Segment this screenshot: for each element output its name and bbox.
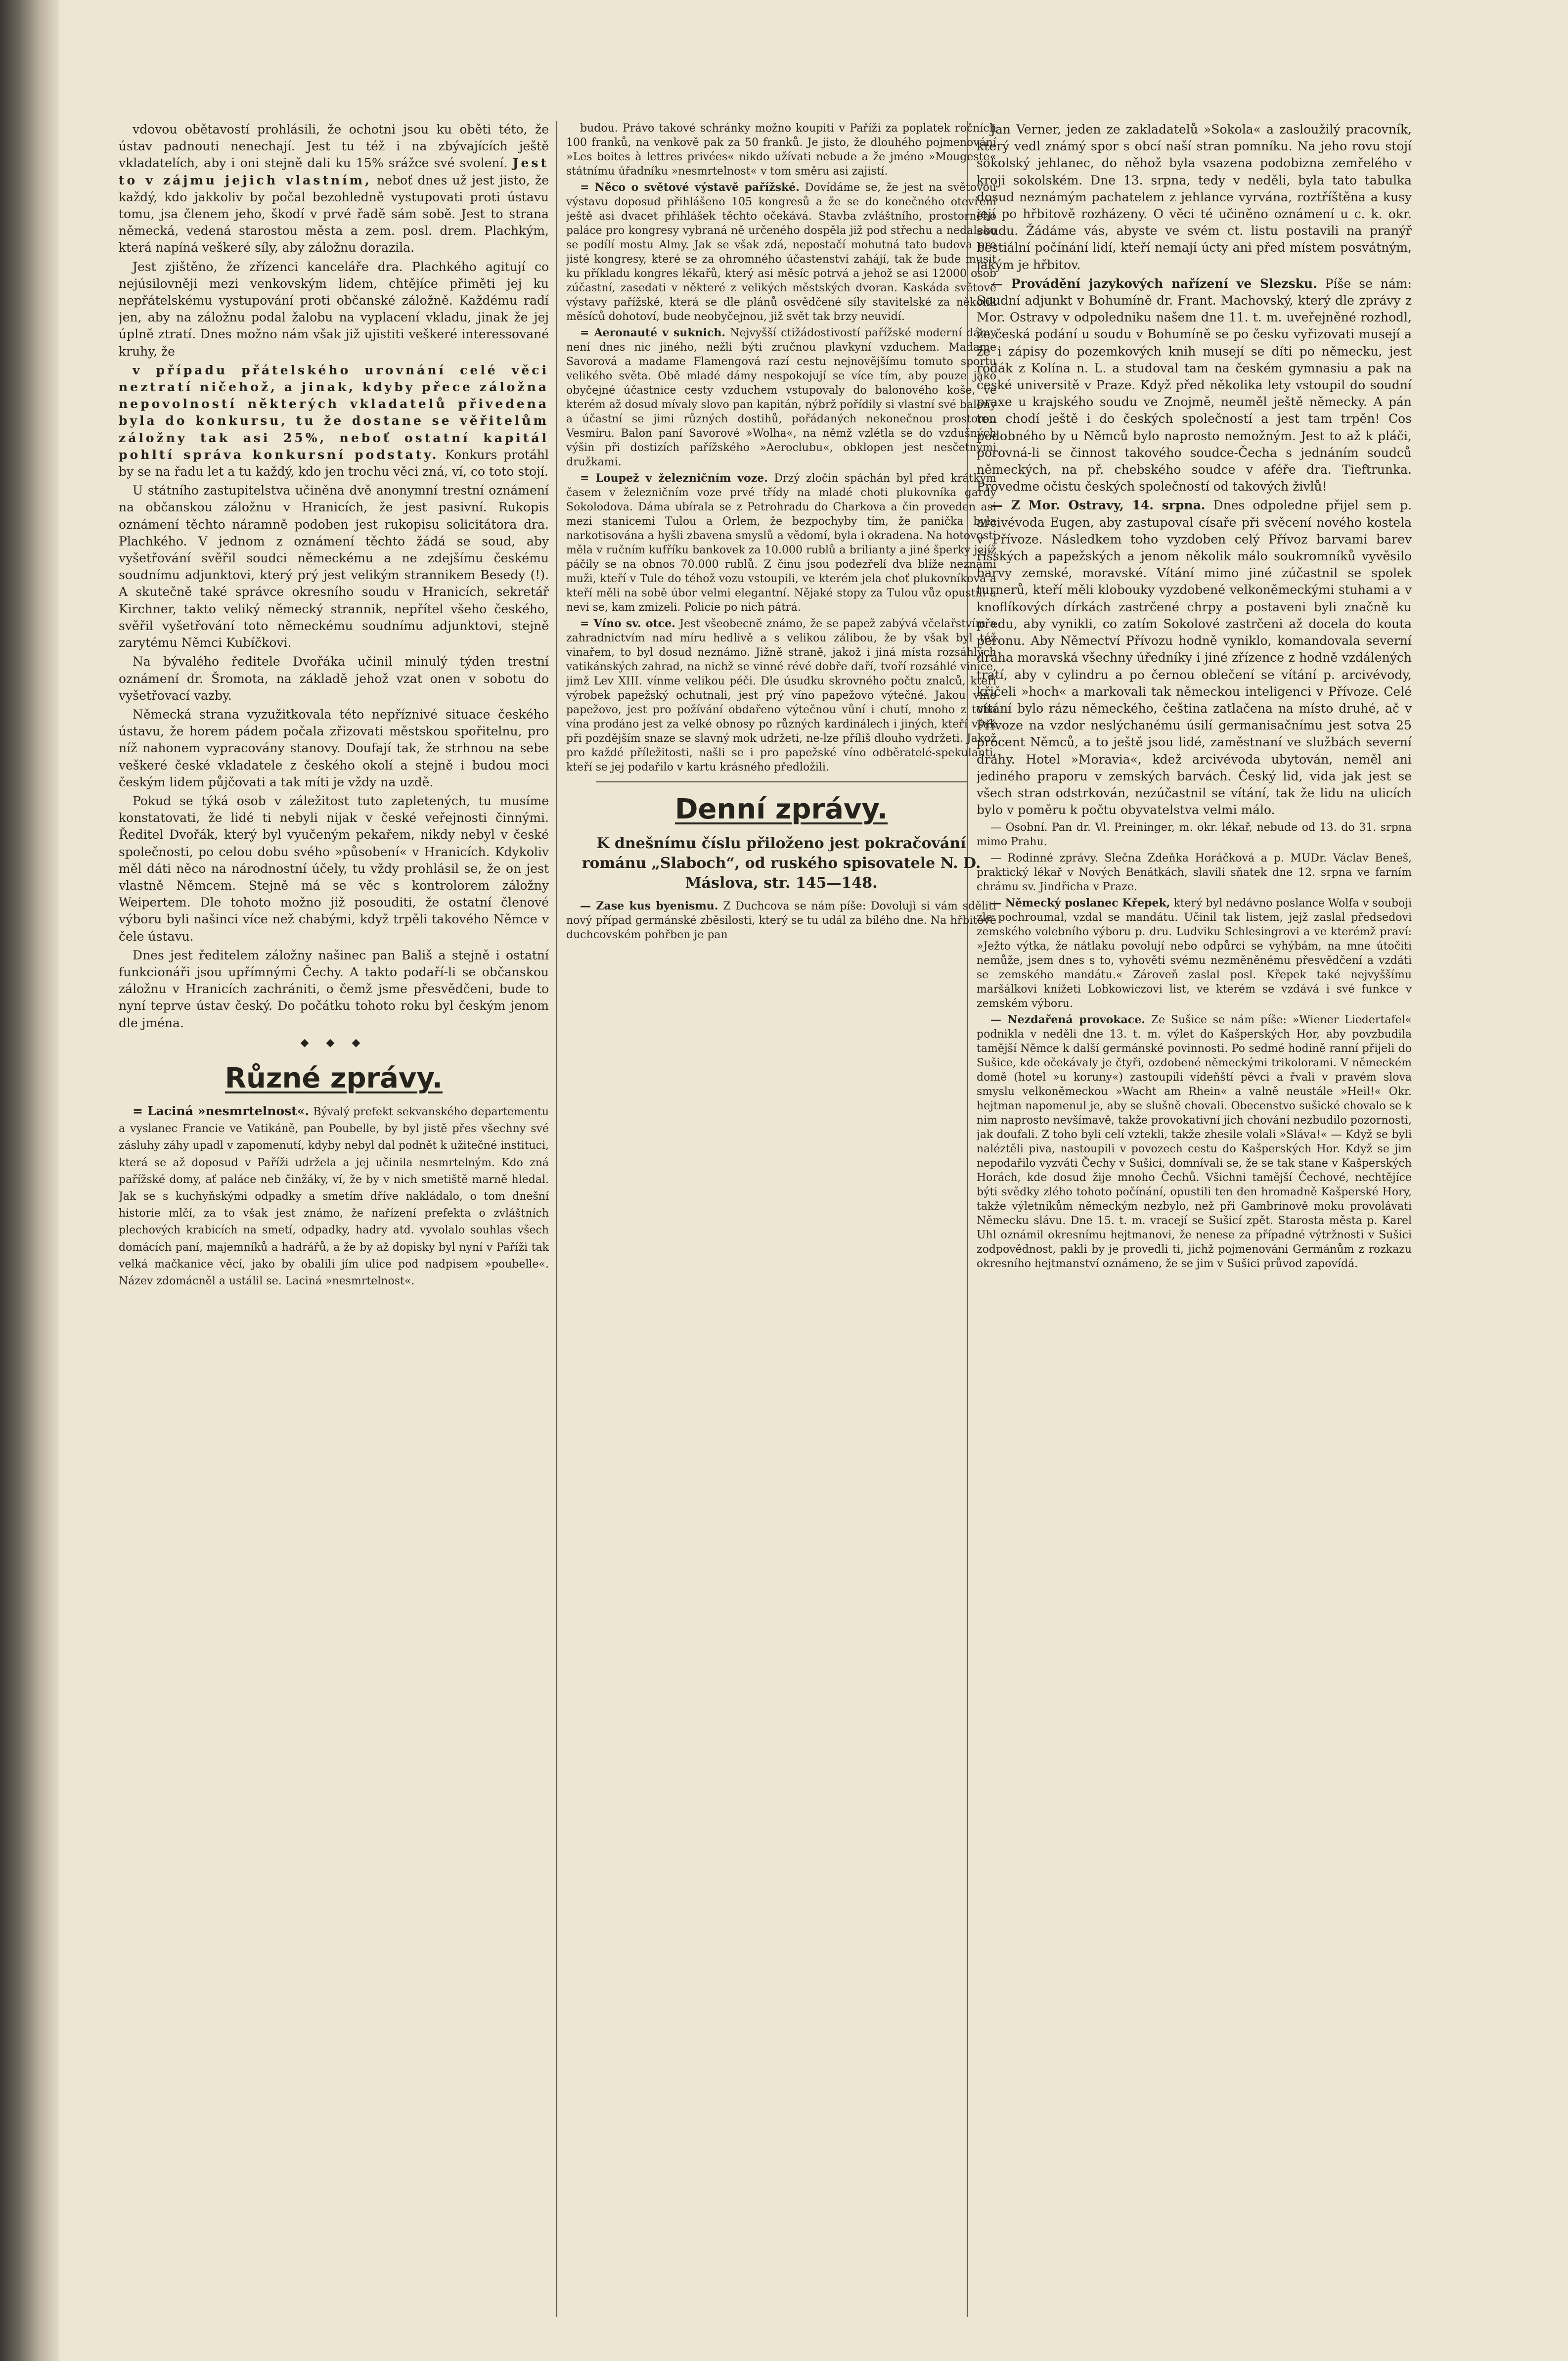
- column-3: [977, 121, 1412, 2317]
- news-item-body: Dovídáme se, že jest na světovou výstavu doposud přihlášeno 105 kongresů a že se do konečného otevření ještě asi dvacet přihlášek těchto očekává. Stavba zvláštního, prostorného paláce pro kongresy vybraná ně určeného dospěla již pod střechu a nedaleko se podílí mostu Almy. Jak se však zdá, nepostačí mohutná tato budova pro jisté kongresy, které se za ohromného účastenství zahájí, tak že bude musit ku příkladu kongres lékařů, který asi měsíc potrvá a jehož se asi 12000 osob zúčastní, zasedati v některé z velikých městských dvoran. Kaskáda světové výstavy pařížské, která se dle plánů osvědčené síly stavitelské za několik měsíců dohotoví, bude neobyčejnou, již svět tak brzy neuvidí.: [566, 182, 996, 323]
- news-item: [566, 899, 996, 942]
- article-paragraph: [119, 362, 549, 480]
- page-binding-shadow: [0, 0, 59, 2361]
- news-item-body: Jest všeobecně známo, že se papež zabývá včelařstvím a zahradnictvím nad míru hedlivě a s velikou zálibou, že by však byl též vinařem, to byl dosud neznámo. Jižně straně, jakož i jiná místa rozsáhlých vatikánských zahrad, na nichž se vinné révé dobře daří, tvoří rozsáhlé vinice, jimž Lev XIII. vínme velikou péči. Dle úsudku skrovného počtu znalců, kteří výrobek papežský ochutnali, jest prý víno papežovo výtečné. Jakou víno papežovo, jest pro požívání obdařeno výtečnou vůní i chutí, mnoho z toho vína prodáno jest za velké obnosy po různých kardinálech i jiných, kteří však při pozdějším snaze se slavný mok udržeti, ne-lze příliš dlouho vydržeti. Jakož pro každé příležitosti, našli se i pro papežské víno odběratelé-spekulanti, kteří se jej podařilo v kartu krásného předložili.: [566, 618, 996, 773]
- news-item-body: Ze Sušice se nám píše: »Wiener Liedertafel« podnikla v neděli dne 13. t. m. výlet do Kašperských Hor, aby povzbudila tamější Němce k další germánské povinnosti. Po sedmé hodině ranní přijeli do Sušice, kde očekávaly je čtyři, ozdobené německými trikolorami. V německém domě (hotel »u koruny«) zastoupili vídeňští pěvci a řvali v pravém slova smyslu velkoněmeckou »Wacht am Rhein« a valně neustále »Heil!« Okr. hejtman napomenul je, aby se slušně chovali. Obecenstvo sušické chovalo se k nim naprosto nevšímavě, takže provokativní jich chování nezbudilo pozornosti, jak doufali. Z toho byli celí vztekli, takže zhesile volali »Sláva!« — Když se byli naléztěli piva, nastoupili v povozech cestu do Kašperských Hor. Když se jim nepodařilo vyzváti Čechy v Sušici, domnívali se, že se tak stane v Kašperských Horách, kde dosud žije mnoho Čechů. Všichni tamější Čechové, nechtějíce býti svědky zlého tohoto počínání, opustili ten den hromadně Kašperské Hory, takže výletníkům německým nezbylo, než při Gambrinově moku provolávati Německu slávu. Dne 15. t. m. vracejí se Sušicí zpět. Starosta města p. Karel Uhl oznámil okresnímu hejtmanovi, že nenese za případné výtržnosti v Sušici zodpovědnost, pakli by je provedli ti, jichž pojmenováni Germánům z rozkazu okresního hejtmanství oznámeno, že se jim v Sušici průvod zapovídá.: [977, 1014, 1412, 1271]
- news-item-body: Nejvyšší ctižádostivostí pařížské moderní dámy není dnes nic jiného, nežli býti zručnou plavkyní vzduchem. Madame Savorová a madame Flamengová razí cestu nejnovějšímu tomuto sportu velikého světa. Obě mladé dámy nespokojují se více tím, aby pouze jako obyčejné účastnice cesty vzduchem vstupovaly do balonového koše, ve kterém až dosud mívaly slovo pan kapitán, nýbrž pořídily si vlastní své balony a účastní se jimi různých dostihů, pořádaných nekonečnou prostorou Vesmíru. Balon paní Savorové »Wolha«, na němž vzlétla se do vzdušných výšin při dostizích pařížského »Aeroclubu«, obklopen jest nesčetnými družkami.: [566, 327, 996, 468]
- spaced-emphasis: v případu přátelského urovnání celé věci neztratí ničehož, a jinak, kdyby přece záložna nepovolností některých vkladatelů přivedena byla do konkursu, tu že dostane se věřitelům záložny tak asi 25%, neboť ostatní kapitál pohltí správa konkursní podstaty.: [119, 363, 549, 462]
- article-paragraph: Jest zjištěno, že zřízenci kanceláře dra. Plachkého agitují co nejúsilovněji mezi venkovským lidem, chtějíce přiměti jej ku nepřátelskému vystupování proti občanské záložně. Každému radí jen, aby na záložnu podal žalobu na vyplacení vkladu, jinak že jej úplně ztratí. Dnes možno nám však již ujistiti veškeré interessované kruhy, že: [119, 259, 549, 359]
- text-run: Konkurs protáhl by se na řadu let a tu každý, kdo jen trochu věci zná, ví, co toto stojí.: [119, 447, 549, 479]
- news-item: [566, 181, 996, 324]
- news-item-body: Bývalý prefekt sekvanského departementu a vyslanec Francie ve Vatikáně, pan Poubelle, by byl jistě přes všechny své zásluhy záhy upadl v zapomenutí, kdyby nebyl dal podnět k užitečné instituci, která se až doposud v Paříži udržela a jej učinila nesmrtelným. Kdo zná pařížské domy, ať paláce neb činžáky, ví, že by v nich smetiště marně hledal. Jak se s kuchyňskými odpadky a smetím dříve nakládalo, o tom dnešní historie mlčí, za to však jest známo, že nařízení prefekta o zvláštních plechových krabicích na smetí, odpadky, hadry atd. vyvolalo souhlas všech domácích paní, majemníků a hadrářů, a že by až dopisky byl nyní v Paříži tak velká mačkanice věcí, jako by obalili jím ulice pod nadpisem »poubelle«. Název zdomácněl a ustálil se. Laciná »nesmrtelnost«.: [119, 1105, 549, 1287]
- news-item-title: — Zase kus byenismu.: [580, 900, 718, 912]
- news-item-title: = Aeronauté v suknich.: [580, 326, 726, 339]
- news-item-title: — Z Mor. Ostravy, 14. srpna.: [990, 498, 1206, 513]
- news-item-body: Drzý zločin spáchán byl před krátkým časem v železničním voze prvé třídy na mladé choti plukovníka gardy Sokolodova. Dáma ubírala se z Petrohradu do Charkova a čin proveden asi mezi stanicemi Tulou a Orlem, že bezpochyby tím, že panička byla narkotisována a hyšli zbavena smyslů a vědomí, byla i okradena. Na hotovosti měla v ručním kufříku bankovek za 10.000 rublů a brilianty a jiné šperky jejíž páčily se na obnos 70.000 rublů. Z činu jsou podezřelí dva blíže neznámí muži, kteří v Tule do téhož vozu vstoupili, ve kterém jela choť plukovníkova a kteří měli na sobě úbor velmi elegantní. Nějaké stopy za Tulou vůz opustili a nevi se, kam zmizeli. Policie po nich pátrá.: [566, 472, 996, 614]
- section-heading-ruzne-zpravy: Různé zprávy.: [224, 1062, 443, 1094]
- article-paragraph: Pokud se týká osob v záležitost tuto zapletených, tu musíme konstatovati, že lidé ti nebyli nijak v české veřejnosti činnými. Ředitel Dvořák, který byl vyučeným pekařem, nikdy nebyl v české společnosti, po celou dobu svého »působení« v Hranicích. Kdykoliv měl dáti něco na národnostní účely, tu vždy prohlásil se, že on jest vlastně Němcem. Stejně má se věc s kontrolorem záložny Weipertem. Dle tohoto možno již posouditi, že ostatní členové výboru byli našinci více než chabými, když trpěli takového Němce v čele ústavu.: [119, 793, 549, 944]
- news-item-title: = Laciná »nesmrtelnost«.: [133, 1103, 310, 1118]
- spaced-emphasis: Jest to v zájmu jejich vlastním,: [119, 156, 549, 187]
- text-run: vdovou obětavostí prohlásili, že ochotni jsou ku oběti této, že ústav padnouti nenechají. Jest tu též i na zbývajících ještě vkladatelích, aby i oni stejně dali ku 15% srážce své svolení.: [119, 122, 549, 171]
- article-paragraph: Německá strana vyzužitkovala této nepříznivé situace českého ústavu, že horem pádem počala zřizovati městskou spořitelnu, pro níž nahonem vypracovány stanovy. Doufají tak, že strhnou na sebe veškeré české vkladatele z českého okolí a stejně i budou moci českým lidem půjčovati a tak míti je vždy na uzdě.: [119, 707, 549, 789]
- news-item: [119, 1103, 549, 1289]
- column-rule-1: [556, 121, 557, 2317]
- news-item-body: Z Duchcova se nám píše: Dovolujì si vám sděliti nový případ germánské zběsilosti, který se tu udál za bílého dne. Na hřbitově duchcovském pohřben je pan: [566, 900, 996, 941]
- section-heading-denni-zpravy: Denní zprávy.: [674, 793, 888, 825]
- news-item: [977, 1013, 1412, 1271]
- article-paragraph: budou. Právo takové schránky možno koupiti v Paříži za poplatek ročních 100 franků, na venkově pak za 50 franků. Je jisto, že dlouhého pojmenování »Les boites à lettres privées« nikdo užívati nebude a že jméno »Mougeste« státnímu úřadníku »nesmrtelnost« v tom směru asi zajistí.: [566, 122, 996, 178]
- supplement-notice: K dnešnímu číslu přiloženo jest pokračování románu „Slaboch“, od ruského spisovatele N. D. Máslova, str. 145—148.: [582, 835, 981, 892]
- article-paragraph: U státního zastupitelstva učiněna dvě anonymní trestní oznámení na občanskou záložnu v Hranicích, že jest pasivní. Rukopis oznámení těchto náramně podoben jest rukopisu solicitátora dra. Plachkého. V jednom z oznámení těchto žádá se soud, aby vyšetřování svěřil soudci německému a ne zdejšímu českému soudnímu adjunktovi, který prý jest velikým strannikem Besedy (!). A skutečně také správce okresního soudu v Hranicích, sekretář Kirchner, takto veliký německý strannik, nepřítel všeho českého, svěřil vyšetřování toto německému soudnímu adjunktovi, stejně zarytému Němci Kubíčkovi.: [119, 483, 549, 650]
- article-paragraph: [119, 121, 549, 257]
- news-item: [977, 896, 1412, 1011]
- news-item-title: — Provádění jazykových nařízení ve Slezsku.: [990, 276, 1317, 291]
- news-item: — Osobní. Pan dr. Vl. Preininger, m. okr. lékař, nebude od 13. do 31. srpna mimo Prahu.: [977, 821, 1412, 849]
- article-paragraph: Dnes jest ředitelem záložny našinec pan Bališ a stejně i ostatní funkcionáři jsou upřímnými Čechy. A takto podaří-li se občanskou záložnu v Hranicích zachrániti, o čemž jsme přesvědčeni, bude to nyní teprve ústav český. Do počátku tohoto roku byl českým jenom dle jména.: [119, 948, 549, 1030]
- news-item: — Rodinné zprávy. Slečna Zdeňka Horáčková a p. MUDr. Václav Beneš, praktický lékař v Nových Benátkách, slavili sňatek dne 12. srpna ve farním chrámu sv. Jindřicha v Praze.: [977, 852, 1412, 894]
- article-paragraph: Na bývalého ředitele Dvořáka učinil minulý týden trestní oznámení dr. Šromota, na základě jehož vzat onen v sobotu do vyšetřovací vazby.: [119, 654, 549, 703]
- text-run: neboť dnes už jest jisto, že každý, kdo jakkoliv by počal bezohledně vystupovati proti ústavu tomu, jsa členem jeho, škodí v prvé řadě sám sobě. Jest to strana německá, vedená starostou města a zem. posl. drem. Plachkým, která napíná veškeré síly, aby záložnu dorazila.: [119, 173, 549, 255]
- news-item-body: Píše se nám: Soudní adjunkt v Bohumíně dr. Frant. Machovský, který dle zprávy z Mor. Ostravy v odpoledniku našem dne 11. t. m. uveřejněné rozhodl, že česká podání u soudu v Bohumíně se po česku vyřizovati musejí a že i zápisy do pozemkových knih musejí se díti po německu, jest rodák z Kolína n. L. a studoval tam na českém gymnasiu a pak na české universitě v Praze. Když před několika lety vstoupil do soudní praxe u krajského soudu ve Znojmě, neuměl ještě německy. A pán ten chodí ještě i do českých společností a jest tam trpěn! Cos podobného by u Němců bylo naprosto nemožným. Jest to až k pláči, porovná-li se činnost takového soudce-Čecha s jednáním soudců německých, na př. chebského soudce v aféře dra. Tieftrunka. Provedme očistu českých společností od takových živlů!: [977, 276, 1412, 494]
- news-item-body: který byl nedávno poslance Wolfa v souboji zle pochroumal, vzdal se mandátu. Učinil tak listem, jejž zaslal předsedovi zemského volebního výboru p. dru. Ludviku Schlesingrovi a ve kterémž praví: »Ježto výtka, že nátlaku povolují nebo odpůrci se vyhýbám, na mne útočiti nemůže, jsem dnes s to, vyhověti svému nezměněnému přesvědčení a vzdáti se zemského mandátu.« Zároveň zaslal posl. Křepek také nejvyššímu maršálkovi knížeti Lobkowiczovi list, ve kterém se vzdává i své funkce v zemském výboru.: [977, 897, 1412, 1010]
- news-item-title: — Nezdařená provokace.: [990, 1013, 1145, 1027]
- news-item-title: = Loupež v železničním voze.: [580, 472, 768, 485]
- article-paragraph: Jan Verner, jeden ze zakladatelů »Sokola« a zasloužilý pracovník, který vedl známý spor s obcí naší stran pomníku. Na jeho rovu stojí sokolský jehlanec, do něhož byla vsazena podobizna zemřelého v kroji sokolském. Dne 13. srpna, tedy v neděli, byla tato tabulka dosud neznámým pachatelem z jehlance vyrvána, roztříštěna a kusy její po hřbitově rozházeny. O věci té učiněno oznámení u c. k. okr. soudu. Žádáme vás, abyste ve svém ct. listu postavili na pranýř bestiální počínání lidí, kteří nemají úcty ani před místem posvátným, jakým je hřbitov.: [977, 122, 1412, 272]
- news-item: [566, 326, 996, 469]
- news-item: [566, 617, 996, 774]
- news-item: [977, 275, 1412, 496]
- column-1: [119, 121, 549, 2317]
- news-item: [566, 471, 996, 615]
- news-item-title: = Něco o světové výstavě pařížské.: [580, 181, 800, 194]
- column-2: [566, 121, 996, 2317]
- ornament-divider: ◆ ◆ ◆: [300, 1036, 367, 1049]
- section-divider: [596, 781, 967, 782]
- news-item-title: = Víno sv. otce.: [580, 617, 675, 630]
- news-item: [977, 497, 1412, 818]
- news-item-body: Dnes odpoledne přijel sem p. arcivévoda Eugen, aby zastupoval císaře při svěcení nového kostela v Přívoze. Následkem toho vyzdoben celý Přívoz barvami barev říšských a papežských a jenom několik málo soukromníků vyvěsilo barvy zemské, moravské. Vítání mimo jiné zúčastnil se spolek turnerů, kteří měli klobouky vyzdobené velkoněmeckými stuhami a v knoflíkových dírkách zastrčené chrpy a postaveni byli značně ku předu, aby vynikli, co zatím Sokolové zastrčeni až docela do kouta peronu. Aby Němectví Přívozu hodně vyniklo, komandovala severní dráha moravská všechny úředníky i jiné zřízence z hodně vzdálených tratí, aby v cylindru a po černou oblečení se vítání p. arcivévody, křičeli »hoch« a markovali tak německou inteligenci v Přívoze. Celé vítání bylo rázu německého, čeština zatlačena na místo druhé, ač v Přívoze na vzdor neslýchanému úsilí germanisačnímu jest sotva 25 procent Němců, a to ještě jsou lidé, zaměstnaní ve službách severní dráhy. Hotel »Moravia«, kdež arcivévoda ubytován, neměl ani jediného praporu v zemských barvách. Český lid, vida jak jest se všech stran odstrkován, nezúčastnil se vítání, tak že lidu na ulicích bylo v poměru k počtu obyvatelstva velmi málo.: [977, 498, 1412, 817]
- news-item-title: — Německý poslanec Křepek,: [990, 897, 1170, 910]
